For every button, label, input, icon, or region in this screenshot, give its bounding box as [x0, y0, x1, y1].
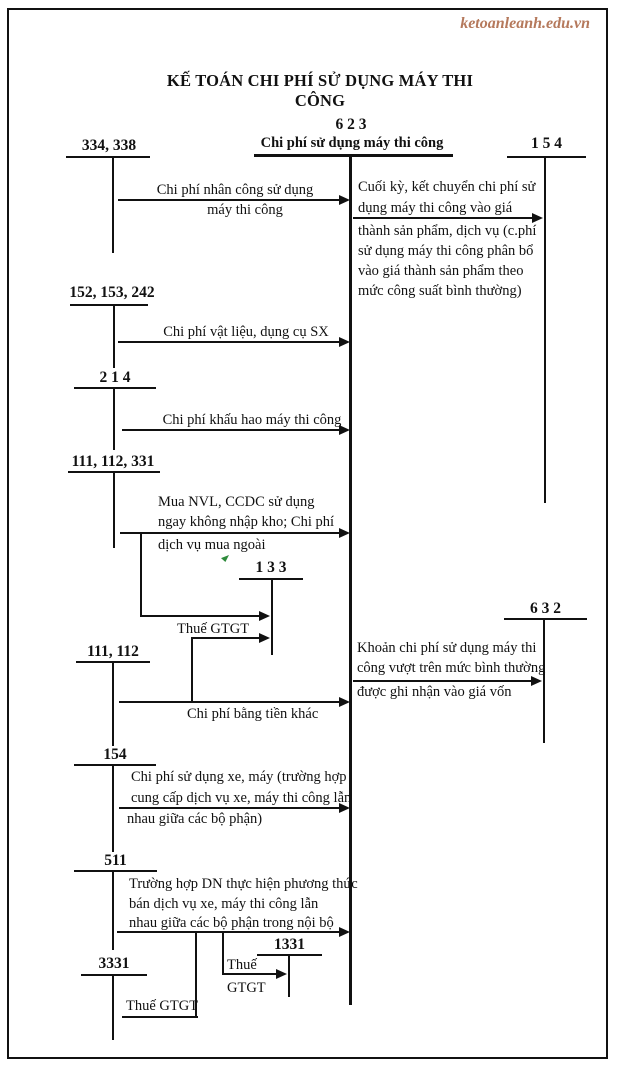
flow-depreciation-label: Chi phí khấu hao máy thi công [162, 412, 342, 428]
account-334-338-vline [112, 157, 114, 253]
flow-closing-line6: mức công suất bình thường) [358, 283, 522, 299]
watermark-text: ketoanleanh.edu.vn [460, 15, 590, 32]
flow-other-cash-label: Chi phí bằng tiền khác [187, 706, 319, 722]
account-1331-label: 1331 [274, 936, 305, 953]
flow-purchase-arrow [120, 532, 339, 534]
account-632-hline [504, 618, 587, 620]
vat-133-label: Thuế GTGT [177, 621, 250, 637]
account-154-left-hline [74, 764, 156, 766]
flow-other-cash-arrow [119, 701, 339, 703]
flow-closing-line5: vào giá thành sản phẩm theo [358, 263, 524, 279]
account-133-vline [271, 579, 273, 655]
account-623-underline [254, 154, 453, 157]
vat-133-arrow-2 [191, 637, 259, 639]
account-1331-vline [288, 955, 290, 997]
flow-internal-sale-line2: bán dịch vụ xe, máy thi công lẫn [129, 896, 319, 912]
flow-closing-line2: dụng máy thi công vào giá [358, 200, 513, 216]
flow-purchase-line2: ngay không nhập kho; Chi phí [158, 514, 335, 530]
account-152-153-242-hline [70, 304, 148, 306]
flow-closing-arrow [353, 217, 532, 219]
flow-purchase-line3: dịch vụ mua ngoài [158, 537, 266, 553]
account-623-name: Chi phí sử dụng máy thi công [260, 135, 444, 151]
account-214-label: 2 1 4 [99, 369, 131, 386]
vat-133-branch-vline-2 [191, 638, 193, 703]
account-214-hline [74, 387, 156, 389]
vat-1331-label-line2: GTGT [227, 980, 266, 996]
account-154-right-hline [507, 156, 586, 158]
flow-internal-sale-line1: Trường hợp DN thực hiện phương thức [129, 876, 358, 892]
account-111-112-331-label: 111, 112, 331 [71, 453, 155, 470]
flow-closing-line3: thành sản phẩm, dịch vụ (c.phí [358, 223, 537, 239]
account-214-vline [113, 388, 115, 450]
flow-labor-line1: Chi phí nhân công sử dụng [156, 182, 314, 198]
flow-over-normal-line2: công vượt trên mức bình thường [357, 660, 546, 676]
account-334-338-label: 334, 338 [81, 137, 137, 154]
flow-internal-sale-line3: nhau giữa các bộ phận trong nội bộ [129, 915, 334, 931]
vat-1331-arrow [222, 973, 276, 975]
account-111-112-label: 111, 112 [87, 643, 139, 660]
vat-1331-branch-vline [222, 932, 224, 975]
account-152-153-242-vline [113, 305, 115, 368]
flow-internal-sale-arrow [117, 931, 339, 933]
flow-closing-line4: sử dụng máy thi công phân bổ [358, 243, 534, 259]
account-632-vline [543, 619, 545, 743]
flow-materials-arrow [118, 341, 339, 343]
flow-over-normal-arrow [353, 680, 531, 682]
flow-xe-may-line2: cung cấp dịch vụ xe, máy thi công lẫn [131, 790, 352, 806]
vat-1331-label-line1: Thuế [227, 957, 257, 973]
account-632-label: 6 3 2 [530, 600, 561, 617]
account-154-left-label: 154 [103, 746, 127, 763]
flow-materials-label: Chi phí vật liệu, dụng cụ SX [163, 324, 329, 340]
flow-purchase-line1: Mua NVL, CCDC sử dụng [158, 494, 315, 510]
account-511-label: 511 [104, 852, 127, 869]
account-511-hline [74, 870, 157, 872]
account-154-left-vline [112, 765, 114, 852]
flow-depreciation-arrow [122, 429, 339, 431]
flow-xe-may-line1: Chi phí sử dụng xe, máy (trường hợp [131, 769, 347, 785]
account-3331-label: 3331 [98, 955, 130, 972]
account-154-right-vline [544, 157, 546, 503]
vat-3331-connector-line [122, 1016, 198, 1018]
account-154-right-label: 1 5 4 [531, 135, 562, 152]
vat-3331-label: Thuế GTGT [126, 998, 199, 1014]
flow-closing-line1: Cuối kỳ, kết chuyển chi phí sử [358, 179, 536, 195]
vat-133-branch-vline-1 [140, 533, 142, 617]
vat-133-arrow-1 [140, 615, 259, 617]
flow-over-normal-line1: Khoản chi phí sử dụng máy thi [357, 640, 537, 656]
account-3331-hline [81, 974, 147, 976]
account-133-label: 1 3 3 [255, 559, 287, 576]
account-623-number: 6 2 3 [335, 116, 367, 133]
flow-over-normal-line3: được ghi nhận vào giá vốn [357, 684, 512, 700]
flow-labor-line2: máy thi công [207, 202, 283, 218]
page-title: KẾ TOÁN CHI PHÍ SỬ DỤNG MÁY THI CÔNG [166, 71, 474, 110]
account-111-112-vline [112, 662, 114, 746]
flow-xe-may-line3: nhau giữa các bộ phận) [127, 811, 263, 827]
flow-xe-may-arrow [119, 807, 339, 809]
account-152-153-242-label: 152, 153, 242 [69, 284, 155, 301]
account-3331-vline [112, 975, 114, 1040]
account-511-vline [112, 871, 114, 950]
account-334-338-hline [66, 156, 150, 158]
account-111-112-331-vline [113, 472, 115, 548]
flow-labor-arrow [118, 199, 339, 201]
